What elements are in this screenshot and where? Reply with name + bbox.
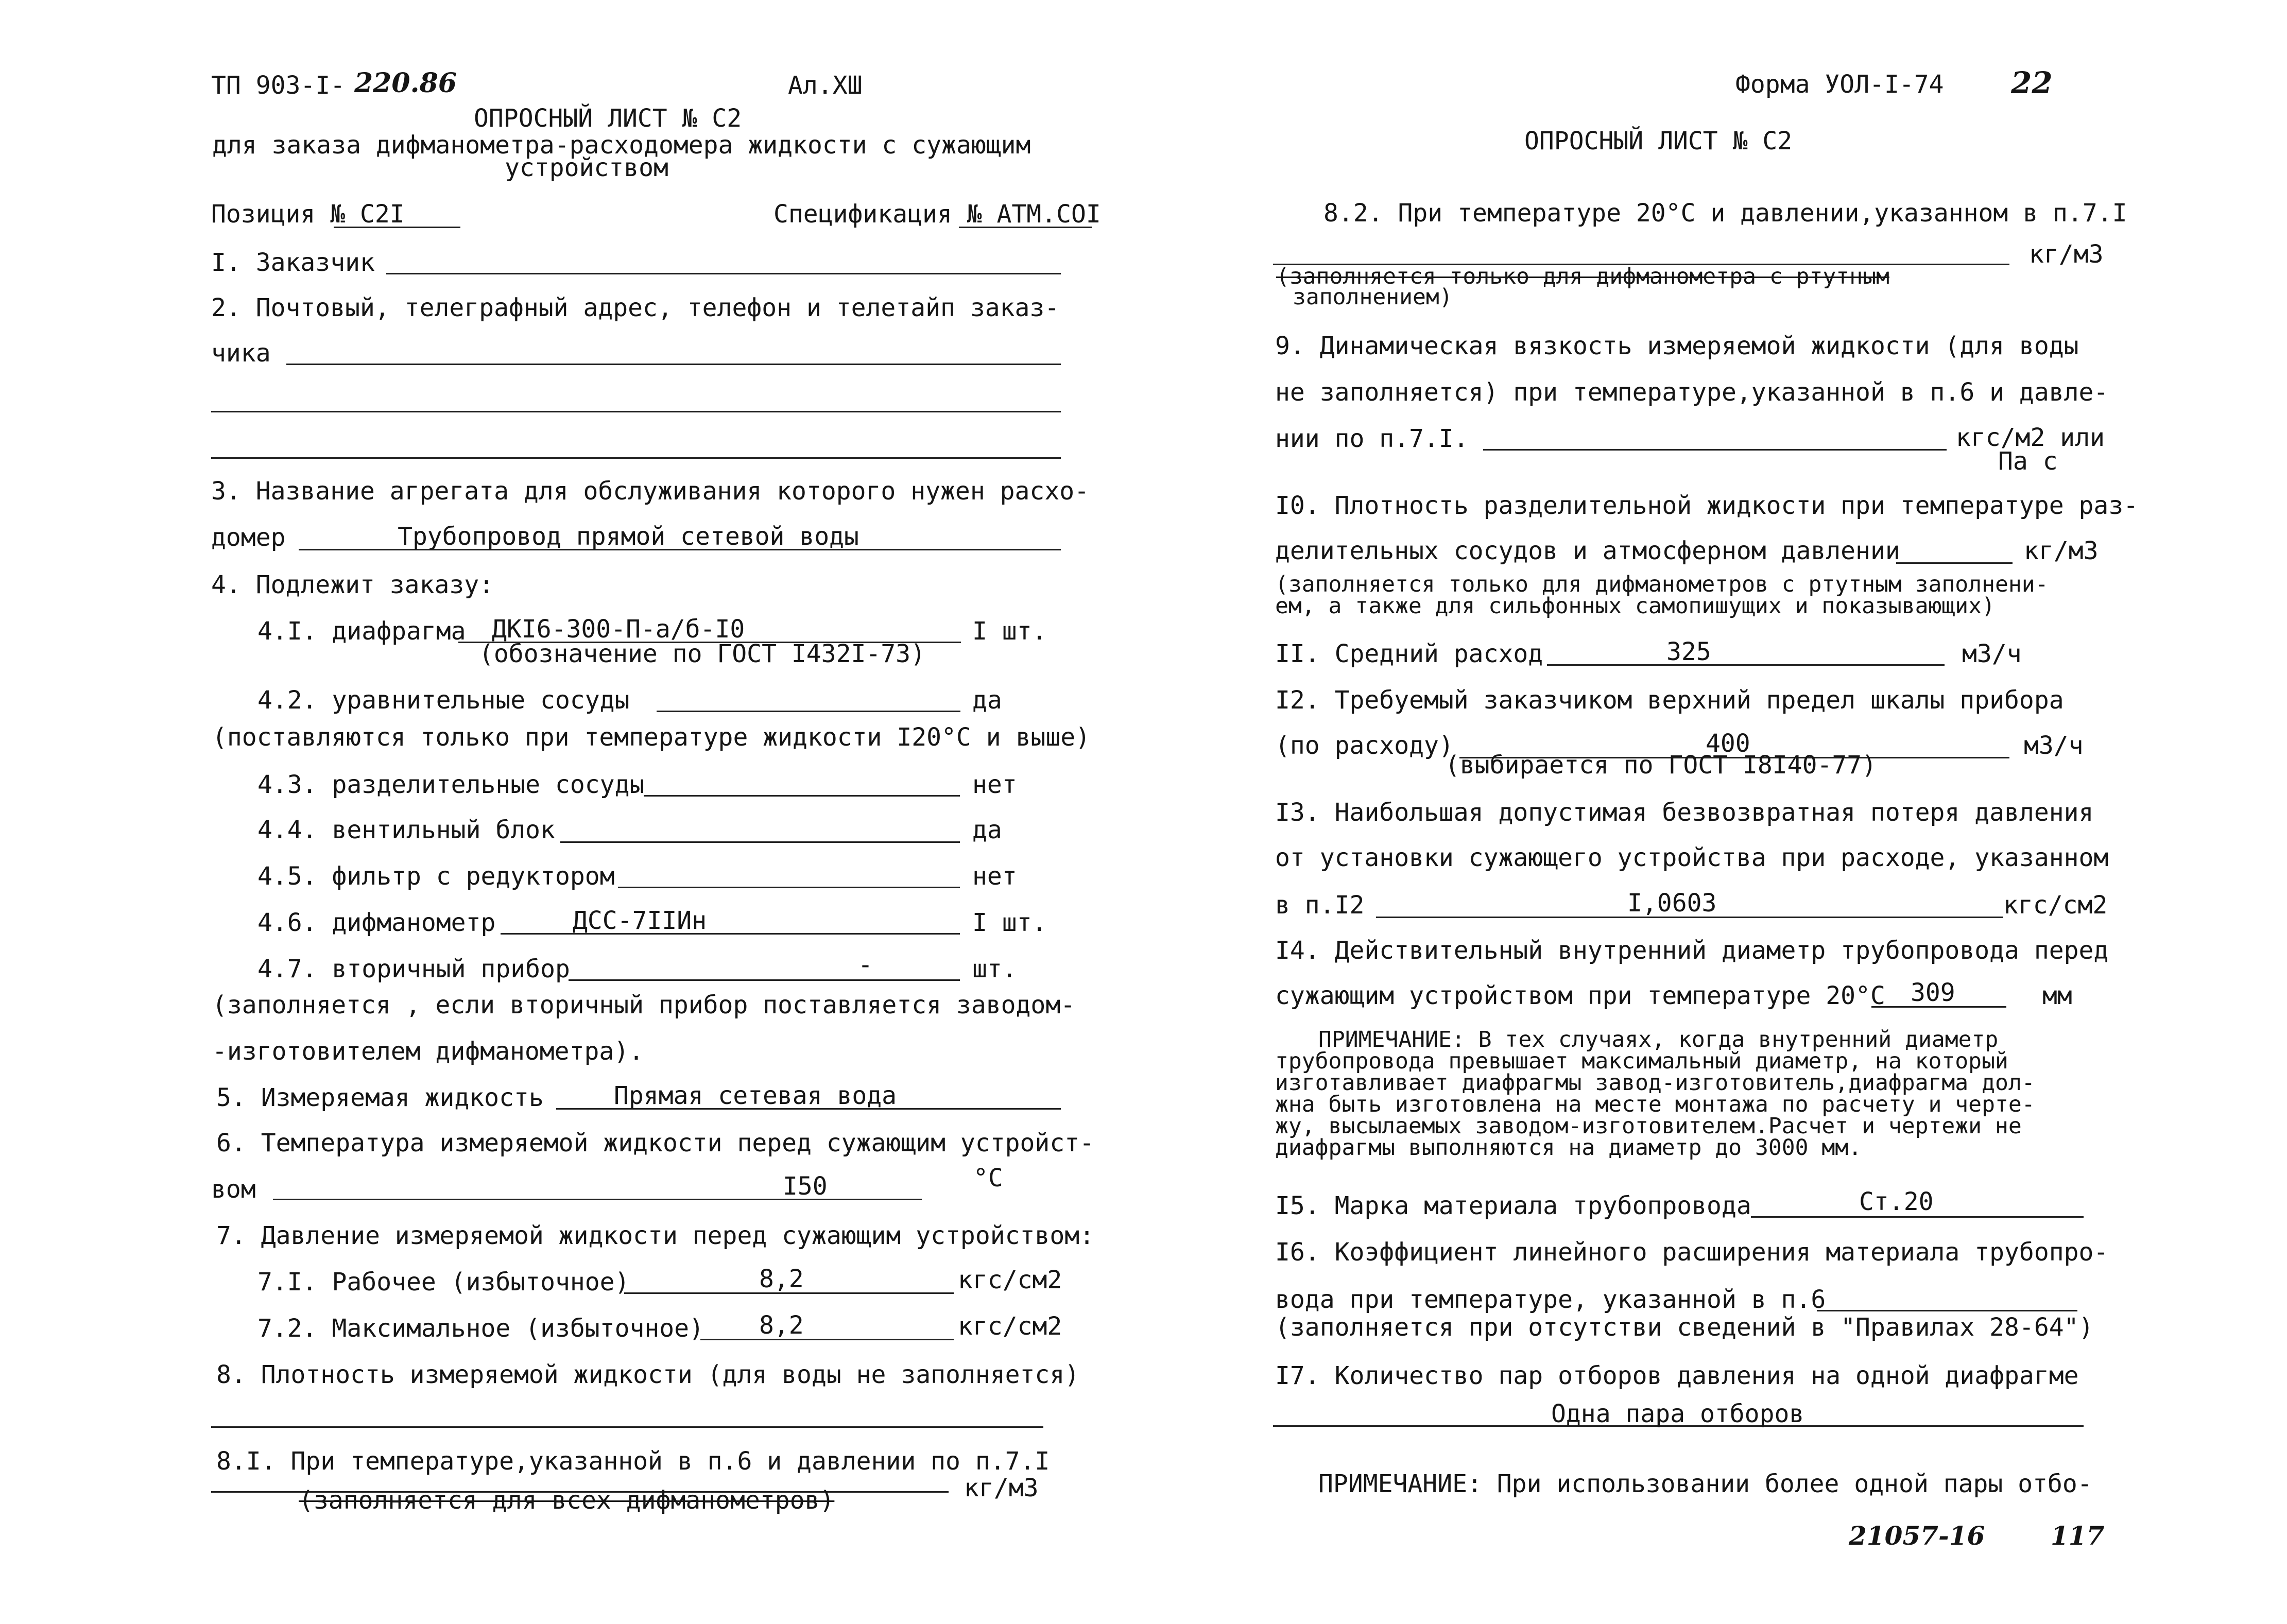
- item-1-field: [386, 273, 1061, 274]
- spec-label: Спецификация № АТМ.СОI: [773, 200, 1101, 229]
- item-4-2-note: (поставляются только при температуре жидкости I20°С и выше): [212, 723, 1091, 752]
- item-7-1-value: 8,2: [759, 1265, 804, 1293]
- doc-code-handwritten: 220.86: [354, 67, 457, 99]
- note-line-4: жна быть изготовлена на месте монтажа по расчету и черте-: [1275, 1092, 2035, 1117]
- note-line-1: ПРИМЕЧАНИЕ: В тех случаях, когда внутренний диаметр: [1318, 1027, 1999, 1052]
- item-14-cont: сужающим устройством при температуре 20°С: [1275, 981, 1885, 1010]
- item-16-field: [1817, 1310, 2077, 1311]
- item-9: 9. Динамическая вязкость измеряемой жидкости (для воды: [1275, 332, 2079, 360]
- item-2: 2. Почтовый, телеграфный адрес, телефон и телетайп заказ-: [211, 293, 1060, 322]
- item-16-cont: вода при температуре, указанной в п.6: [1275, 1285, 1826, 1314]
- page-number: 22: [2011, 65, 2053, 100]
- item-4-5: 4.5. фильтр с редуктором: [257, 862, 615, 891]
- doc-code: ТП 903-I-: [211, 71, 346, 100]
- item-4-6-value: ДСС-7IIИн: [573, 906, 707, 935]
- item-4-3: 4.3. разделительные сосуды: [257, 770, 645, 799]
- item-4-1: 4.I. диафрагма: [257, 617, 466, 646]
- item-10-field: [1896, 562, 2013, 564]
- item-12-value: 400: [1706, 729, 1750, 758]
- item-13-cont-2: в п.I2: [1275, 891, 1365, 920]
- item-8-1: 8.I. При температуре,указанной в п.6 и давлении по п.7.I: [216, 1447, 1050, 1476]
- item-11: II. Средний расход: [1275, 640, 1543, 668]
- item-15-value: Ст.20: [1859, 1187, 1934, 1216]
- position-underline: [334, 227, 460, 228]
- item-10-note-cont: ем, а также для сильфонных самопишущих и показывающих): [1275, 593, 1995, 619]
- item-14: I4. Действительный внутренний диаметр трубопровода перед: [1275, 936, 2109, 965]
- item-4-2-value: да: [972, 686, 1002, 715]
- item-10-note: (заполняется только для дифманометров с ртутным заполнени-: [1275, 572, 2049, 597]
- item-4-3-value: нет: [972, 770, 1017, 799]
- item-15: I5. Марка материала трубопровода: [1275, 1191, 1751, 1220]
- item-6-unit: °С: [973, 1164, 1003, 1193]
- page-title: ОПРОСНЫЙ ЛИСТ № С2: [474, 104, 742, 133]
- item-1: I. Заказчик: [211, 248, 375, 277]
- position-label: Позиция № С2I: [211, 200, 405, 229]
- item-4-2: 4.2. уравнительные сосуды: [257, 686, 630, 715]
- item-13-value: I,0603: [1627, 889, 1717, 918]
- item-9-unit: кгс/м2 или: [1956, 423, 2105, 452]
- item-5: 5. Измеряемая жидкость: [216, 1083, 544, 1112]
- item-4-7-qty: шт.: [972, 955, 1017, 983]
- item-7-2-value: 8,2: [759, 1311, 804, 1340]
- item-2-field-2: [211, 411, 1061, 412]
- item-4: 4. Подлежит заказу:: [211, 571, 494, 599]
- spec-underline: [959, 227, 1092, 228]
- note-line-5: жу, высылаемых заводом-изготовителем.Расчет и чертежи не: [1275, 1113, 2022, 1139]
- item-5-value: Прямая сетевая вода: [614, 1081, 897, 1110]
- item-7-1: 7.I. Рабочее (избыточное): [257, 1268, 630, 1297]
- item-4-1-value: ДКI6-300-П-а/б-I0: [492, 615, 745, 644]
- note-final: ПРИМЕЧАНИЕ: При использовании более одной пары отбо-: [1318, 1470, 2092, 1498]
- item-4-4: 4.4. вентильный блок: [257, 816, 555, 844]
- note-line-2: трубопровода превышает максимальный диаметр, на который: [1275, 1048, 2008, 1074]
- form-label: Форма УОЛ-I-74: [1735, 70, 1944, 99]
- item-9-field: [1483, 449, 1947, 451]
- item-8-field: [211, 1426, 1043, 1428]
- subtitle: для заказа дифманометра-расходомера жидкости с сужающим: [212, 131, 1031, 160]
- item-4-7-note: (заполняется , если вторичный прибор поставляется заводом-: [212, 991, 1076, 1020]
- item-13-cont: от установки сужающего устройства при расходе, указанном: [1275, 843, 2109, 872]
- item-4-7-value: -: [858, 951, 873, 979]
- item-12-unit: м3/ч: [2024, 731, 2084, 760]
- item-6-cont: вом: [211, 1175, 256, 1204]
- item-17-value: Одна пара отборов: [1551, 1400, 1804, 1428]
- item-2-cont: чика: [211, 339, 271, 368]
- item-3-value: Трубопровод прямой сетевой воды: [398, 522, 859, 551]
- item-12: I2. Требуемый заказчиком верхний предел шкалы прибора: [1275, 686, 2064, 715]
- note-line-3: изготавливает диафрагмы завод-изготовитель,диафрагма дол-: [1275, 1070, 2035, 1096]
- item-4-1-qty: I шт.: [972, 617, 1047, 646]
- item-16-note: (заполняется при отсутстви сведений в "Правилах 28-64"): [1275, 1313, 2094, 1342]
- item-10-unit: кг/м3: [2024, 537, 2099, 565]
- item-8-2-note: (заполняется только для дифманометра с ртутным: [1276, 264, 1889, 289]
- item-8-1-unit: кг/м3: [964, 1474, 1039, 1502]
- item-4-1-note: (обозначение по ГОСТ I432I-73): [479, 640, 925, 668]
- item-14-unit: мм: [2042, 981, 2072, 1010]
- item-16: I6. Коэффициент линейного расширения материала трубопро-: [1275, 1238, 2109, 1267]
- item-17: I7. Количество пар отборов давления на одной диафрагме: [1275, 1361, 2079, 1390]
- item-15-field: [1751, 1216, 2084, 1218]
- item-7-2-field: [700, 1339, 954, 1340]
- item-8-1-note: (заполняется для всех дифманометров): [299, 1486, 835, 1515]
- subtitle-cont: устройством: [505, 153, 668, 182]
- item-7: 7. Давление измеряемой жидкости перед сужающим устройством:: [216, 1221, 1095, 1250]
- item-4-6-field: [501, 933, 960, 935]
- item-4-6: 4.6. дифманометр: [257, 908, 496, 937]
- item-13-unit: кгс/см2: [2003, 891, 2108, 920]
- item-3: 3. Название агрегата для обслуживания которого нужен расхо-: [211, 477, 1090, 506]
- item-4-7: 4.7. вторичный прибор: [257, 955, 570, 983]
- footer-page: 117: [2051, 1521, 2105, 1551]
- item-4-5-value: нет: [972, 862, 1017, 891]
- item-12-cont: (по расходу): [1275, 731, 1454, 760]
- item-10-cont: делительных сосудов и атмосферном давлении: [1275, 537, 1900, 565]
- item-10: I0. Плотность разделительной жидкости при температуре раз-: [1275, 491, 2139, 520]
- item-4-3-field: [644, 795, 960, 797]
- note-line-6: диафрагмы выполняются на диаметр до 3000 мм.: [1275, 1135, 1862, 1161]
- page-title-right: ОПРОСНЫЙ ЛИСТ № С2: [1524, 127, 1793, 156]
- album-label: Ал.XШ: [788, 71, 863, 100]
- item-9-cont-2: нии по п.7.I.: [1275, 424, 1469, 453]
- item-4-7-field: [569, 979, 960, 981]
- item-6-value: I50: [783, 1172, 828, 1201]
- item-9-unit-2: Па с: [1998, 447, 2058, 476]
- item-8-2: 8.2. При температуре 20°С и давлении,указанном в п.7.I: [1323, 199, 2127, 228]
- item-7-2-unit: кгс/см2: [958, 1312, 1062, 1341]
- item-8: 8. Плотность измеряемой жидкости (для воды не заполняется): [216, 1360, 1080, 1389]
- item-4-2-field: [657, 711, 960, 712]
- footer-code: 21057-16: [1849, 1521, 1985, 1551]
- item-3-cont: домер: [211, 523, 286, 552]
- item-13: I3. Наибольшая допустимая безвозвратная потеря давления: [1275, 798, 2094, 827]
- item-12-note: (выбирается по ГОСТ I8I40-77): [1445, 751, 1877, 780]
- item-8-2-note-cont: заполнением): [1293, 284, 1453, 310]
- item-6: 6. Температура измеряемой жидкости перед сужающим устройст-: [216, 1129, 1095, 1157]
- item-7-1-unit: кгс/см2: [958, 1266, 1062, 1294]
- item-14-value: 309: [1911, 978, 1955, 1007]
- item-2-field: [286, 364, 1061, 365]
- item-4-4-value: да: [972, 816, 1002, 844]
- item-11-unit: м3/ч: [1962, 640, 2022, 668]
- item-7-2: 7.2. Максимальное (избыточное): [257, 1314, 704, 1343]
- item-8-2-unit: кг/м3: [2029, 240, 2104, 269]
- item-4-5-field: [618, 887, 960, 888]
- item-11-value: 325: [1666, 637, 1711, 666]
- item-4-7-note-cont: -изготовителем дифманометра).: [212, 1037, 644, 1066]
- item-4-4-field: [560, 841, 960, 843]
- item-4-6-qty: I шт.: [972, 908, 1047, 937]
- item-9-cont: не заполняется) при температуре,указанной в п.6 и давле-: [1275, 378, 2109, 407]
- item-2-field-3: [211, 457, 1061, 459]
- item-11-field: [1547, 664, 1945, 666]
